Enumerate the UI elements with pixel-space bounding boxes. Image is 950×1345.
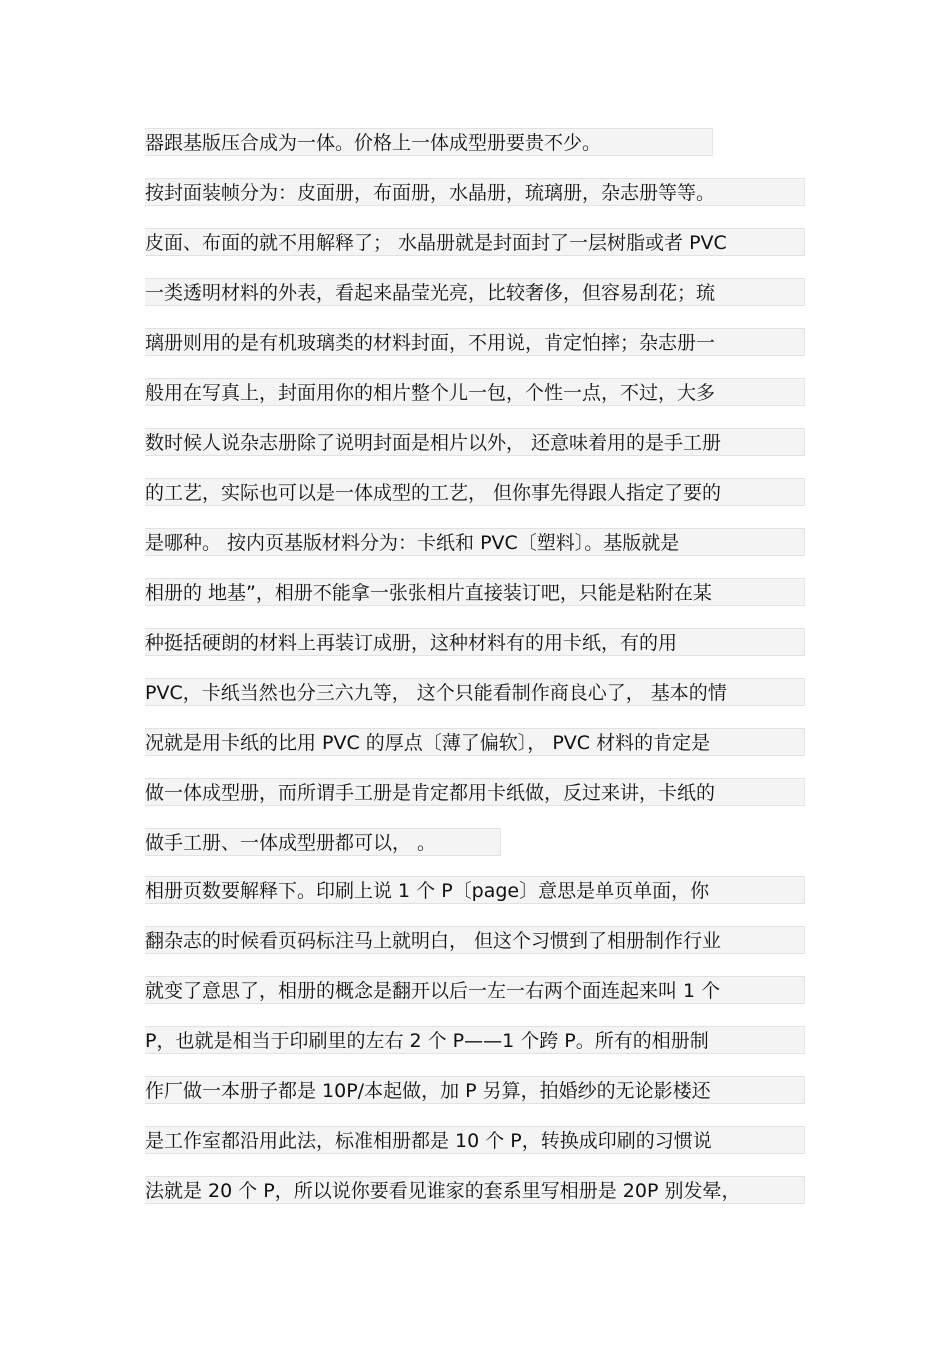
text-line: 器跟基版压合成为一体。价格上一体成型册要贵不少。 [145,128,713,156]
text-line: 是工作室都沿用此法，标准相册都是 10 个 P，转换成印刷的习惯说 [145,1126,805,1154]
text-line: 翻杂志的时候看页码标注马上就明白， 但这个习惯到了相册制作行业 [145,926,805,954]
text-line: 按封面装帧分为：皮面册，布面册，水晶册，琉璃册，杂志册等等。 [145,178,805,206]
text-line: 况就是用卡纸的比用 PVC 的厚点〔薄了偏软〕， PVC 材料的肯定是 [145,728,805,756]
text-line: 作厂做一本册子都是 10P/本起做，加 P 另算，拍婚纱的无论影楼还 [145,1076,805,1104]
text-line: 一类透明材料的外表，看起来晶莹光亮，比较奢侈，但容易刮花；琉 [145,278,805,306]
text-line: 相册页数要解释下。印刷上说 1 个 P〔page〕意思是单页单面，你 [145,876,805,904]
text-line: PVC，卡纸当然也分三六九等， 这个只能看制作商良心了， 基本的情 [145,678,805,706]
text-line: 种挺括硬朗的材料上再装订成册，这种材料有的用卡纸，有的用 [145,628,805,656]
text-line: 相册的 地基”，相册不能拿一张张相片直接装订吧，只能是粘附在某 [145,578,805,606]
text-line: 的工艺，实际也可以是一体成型的工艺， 但你事先得跟人指定了要的 [145,478,805,506]
text-line: 做手工册、一体成型册都可以， 。 [145,828,501,856]
text-line: 皮面、布面的就不用解释了； 水晶册就是封面封了一层树脂或者 PVC [145,228,805,256]
text-line: 般用在写真上，封面用你的相片整个儿一包，个性一点，不过，大多 [145,378,805,406]
text-line: 璃册则用的是有机玻璃类的材料封面，不用说，肯定怕摔；杂志册一 [145,328,805,356]
text-line: 就变了意思了，相册的概念是翻开以后一左一右两个面连起来叫 1 个 [145,976,805,1004]
text-line: 数时候人说杂志册除了说明封面是相片以外， 还意味着用的是手工册 [145,428,805,456]
text-line: P，也就是相当于印刷里的左右 2 个 P——1 个跨 P。所有的相册制 [145,1026,805,1054]
text-line: 是哪种。 按内页基版材料分为：卡纸和 PVC〔塑料〕。基版就是 [145,528,805,556]
text-line: 做一体成型册，而所谓手工册是肯定都用卡纸做，反过来讲，卡纸的 [145,778,805,806]
text-line: 法就是 20 个 P，所以说你要看见谁家的套系里写相册是 20P 别发晕， [145,1176,805,1204]
